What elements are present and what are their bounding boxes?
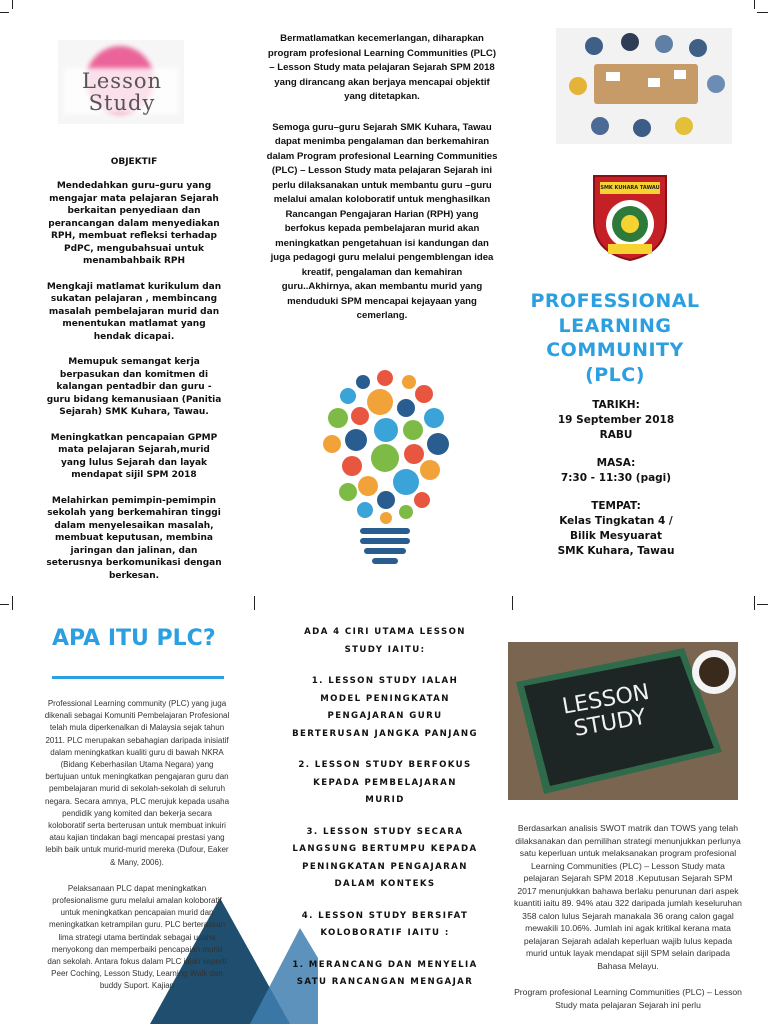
- ciri-item: 2. LESSON STUDY BERFOKUS KEPADA PEMBELAJARAN MURID: [298, 760, 472, 805]
- objektif-heading: OBJEKTIF: [110, 157, 158, 167]
- lesson-study-logo: [58, 40, 184, 124]
- heading-underline: [52, 676, 224, 679]
- masa-label: MASA:: [596, 457, 636, 469]
- plc-paragraph: Pelaksanaan PLC dapat meningkatkan profesionalisme guru melalui amalan koloboratif untuk meningkatkan pencapaian murid dan meningkatkan ketrampilan guru. PLC berteraskan lima strategi utama bertindak sebagai usaha menyokong dan memperbaiki pencapaian murid dan sekolah. Antara fokus dalam PLC ialah seperti Peer Coching, Lesson Study, Learning Walk dan buddy Suport. Kajian: [47, 883, 227, 991]
- lightbulb-illustration: [310, 360, 460, 572]
- masa-value: 7:30 - 11:30 (pagi): [560, 472, 672, 484]
- crop-mark: [754, 596, 755, 610]
- logo-text: Lesson Study: [81, 69, 163, 115]
- crop-mark: [0, 604, 9, 605]
- school-badge-text: SMK KUHARA TAWAU: [600, 185, 660, 191]
- apa-itu-plc-heading: APA ITU PLC?: [52, 626, 216, 651]
- objective-item: Meningkatkan pencapaian GPMP mata pelajaran Sejarah,murid yang lulus Sejarah dan layak mendapat sijil SPM 2018: [50, 432, 218, 480]
- plc-description: [44, 698, 230, 1007]
- plc-title-block: [530, 289, 700, 387]
- meeting-photo: [556, 28, 732, 144]
- tempat-line: Bilik Mesyuarat: [570, 530, 662, 542]
- ciri-item: 4. LESSON STUDY BERSIFAT KOLOBORATIF IAITU :: [301, 910, 469, 938]
- tarikh-label: TARIKH:: [592, 399, 640, 411]
- tempat-line: SMK Kuhara, Tawau: [557, 545, 675, 557]
- lightbulb-icon: [310, 360, 460, 572]
- plc-title-line: LEARNING: [558, 314, 672, 337]
- plc-title-line: PROFESSIONAL: [530, 290, 700, 312]
- intro-paragraph: Bermatlamatkan kecemerlangan, diharapkan program profesional Learning Communities (PLC) – Lesson Study mata pelajaran Sejarah SPM 2018 yang dirancang akan berjaya mencapai objektif yang ditetapkan.: [267, 33, 497, 102]
- ciri-item: 1. LESSON STUDY IALAH MODEL PENINGKATAN PENGAJARAN GURU BERTERUSAN JANGKA PANJANG: [292, 676, 478, 739]
- plc-paragraph: Professional Learning community (PLC) yang juga dikenali sebagai Komuniti Pembelajaran Profesional telah mula diperkenalkan di Malaysia sejak tahun 2011. PLC merupakan sebahagian daripada inisiatif dalam meningkatkan kualiti guru di bawah NKRA (Bidang Keberhasilan Utama Negara) yang bertujuan untuk meningkatkan pengajaran guru dan pembelajaran murid di sekolah-sekolah di seluruh negara. Secara amnya, PLC merujuk kepada usaha pendidik yang komited dan bekerja secara koloboratif serta berterusan untuk membuat inkuiri atau kajian tindakan bagi mencapai prestasi yang lebih baik untuk murid-murid mereka (Dufour, Eaker & Many, 2006).: [44, 699, 230, 867]
- objective-item: Memupuk semangat kerja berpasukan dan komitmen di kalangan pentadbir dan guru -guru bidang kemanusiaan (Panitia Sejarah) SMK Kuhara, Tawau.: [46, 357, 222, 417]
- swot-analysis-text: [514, 822, 742, 1025]
- crop-mark: [0, 12, 9, 13]
- crop-mark: [12, 0, 13, 9]
- swot-paragraph: Berdasarkan analisis SWOT matrik dan TOWS yang telah dilaksanakan dan pemilihan strategi menunjukkan perlunya satu keperluan untuk melaksanakan program profesional Learning Communities (PLC) – Lesson Study mata pelajaran Sejarah SPM 2018 .Keputusan Sejarah SPM 2017 menunjukkan bahawa berlaku penurunan dari aspek kuantiti iaitu 89. 94% atau 322 daripada jumlah keseluruhan 358 calon lulus Sejarah manakala 36 orang calon gagal mewakili 10.06%. Jumlah ini agak kritikal kerana mata pelajaran Sejarah adalah keperluan wajib lulus kepada murid untuk layak mendapat sijil SPM selain daripada Bahasa Melayu.: [514, 823, 742, 971]
- tempat-label: TEMPAT:: [591, 500, 641, 512]
- event-info: [538, 398, 694, 559]
- ciri-list: [292, 624, 478, 1006]
- objectives-section: [46, 157, 222, 595]
- tarikh-date: 19 September 2018: [557, 414, 675, 426]
- objective-item: Melahirkan pemimpin-pemimpin sekolah yang berkemahiran tinggi dalam menyelesaikan masalah, membuat keputusan, membina jaringan dan jalinan, dan seterusnya berkomunikasi dengan berkesan.: [46, 495, 222, 581]
- tempat-line: Kelas Tingkatan 4 /: [559, 515, 673, 527]
- meeting-table-illustration: [556, 28, 732, 144]
- ciri-item: 3. LESSON STUDY SECARA LANGSUNG BERTUMPU KEPADA PENINGKATAN PENGAJARAN DALAM KONTEKS: [292, 826, 478, 889]
- ciri-intro: ADA 4 CIRI UTAMA LESSON STUDY IAITU:: [304, 627, 466, 655]
- intro-text: [266, 32, 498, 340]
- crop-mark: [512, 596, 513, 610]
- ciri-item: 1. MERANCANG DAN MENYELIA SATU RANCANGAN MENGAJAR: [292, 959, 478, 987]
- objective-item: Mengkaji matlamat kurikulum dan sukatan pelajaran , membincang masalah pembelajaran murid dan menentukan matlamat yang hendak dicapai.: [46, 281, 222, 342]
- plc-title-line: COMMUNITY: [546, 339, 684, 361]
- plc-title-line: (PLC): [585, 363, 645, 386]
- swot-paragraph: Program profesional Learning Communities (PLC) – Lesson Study mata pelajaran Sejarah ini perlu: [514, 987, 742, 1010]
- chalkboard-photo: [508, 642, 738, 800]
- chalkboard-text: LESSON STUDY: [560, 679, 652, 742]
- crop-mark: [12, 596, 13, 610]
- objective-item: Mendedahkan guru–guru yang mengajar mata pelajaran Sejarah berkaitan penyediaan dan perancangan dalam menyediakan RPH, membuat refleksi terhadap PdPC, mengubahsuai untuk menambahbaik RPH: [48, 181, 220, 266]
- tarikh-day: RABU: [599, 429, 633, 441]
- crop-mark: [757, 604, 768, 605]
- intro-paragraph: Semoga guru–guru Sejarah SMK Kuhara, Tawau dapat menimba pengalaman dan berkemahiran dalam Program profesional Learning Communities (PLC) – Lesson Study mata pelajaran Sejarah ini perlu dilaksanakan untuk membantu guru –guru melalui amalan koloboratif untuk menghasilkan Rancangan Pengajaran Harian (RPH) yang berfokus kepada pembelajaran murid akan meningkatkan pengetahuan isi kandungan dan juga pedagogi guru melalui pengemblengan idea kreatif, pengalaman dan kemahiran guru..Akhirnya, akan membantu murid yang menduduki SPM mencapai kejayaan yang cemerlang.: [266, 121, 498, 321]
- crop-mark: [757, 12, 768, 13]
- school-badge: [584, 172, 676, 264]
- crop-mark: [754, 0, 755, 9]
- crop-mark: [254, 596, 255, 610]
